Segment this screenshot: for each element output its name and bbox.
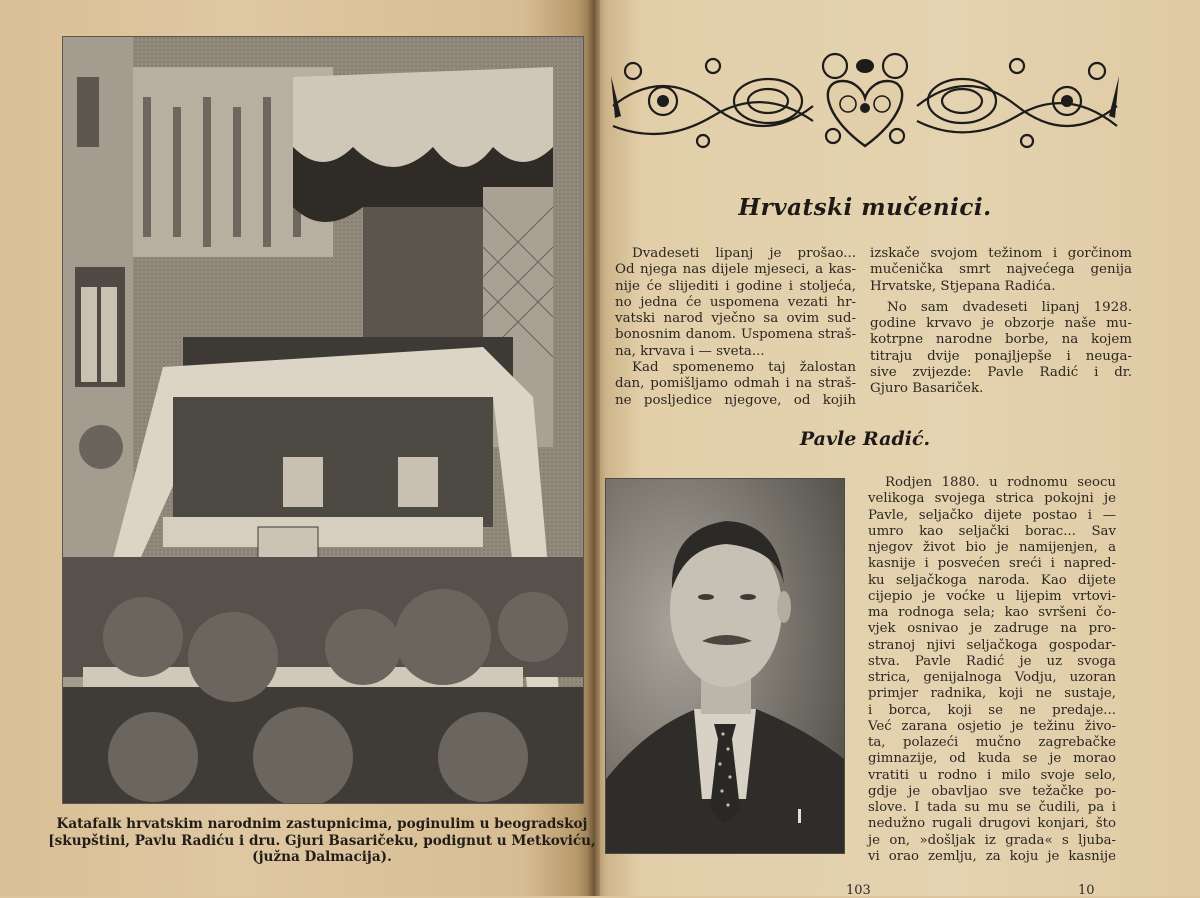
text-line: stva. Pavle Radić je uz svoga bbox=[868, 653, 1116, 669]
text-line: Pavle, seljačko dijete postao i — bbox=[868, 507, 1116, 523]
intro-column-left bbox=[615, 246, 856, 409]
text-line: ku seljačkoga naroda. Kao dijete bbox=[868, 572, 1116, 588]
text-line: mučenička smrt najvećega genija bbox=[870, 262, 1132, 278]
text-line: ta, polazeći mučno zagrebačke bbox=[868, 735, 1116, 750]
catafalque-photo-image bbox=[63, 37, 583, 803]
catafalque-photo bbox=[62, 36, 584, 804]
text-line: gimnazije, od kuda se je morao bbox=[868, 751, 1116, 767]
text-line: umro kao seljački borac... Sav bbox=[868, 523, 1116, 539]
text-line: titraju dvije ponajljepše i neuga- bbox=[870, 348, 1132, 364]
text-line: vi orao zemlju, za koju je kasnije bbox=[868, 848, 1116, 864]
text-line: ne posljedice njegove, od kojih bbox=[615, 392, 856, 408]
text-line: i borca, koji se ne predaje... bbox=[868, 702, 1116, 718]
text-line: nedužno rugali drugovi konjari, što bbox=[868, 816, 1116, 832]
floral-ornament-banner bbox=[603, 46, 1127, 152]
text-line: na, krvava i — sveta... bbox=[615, 343, 765, 359]
text-line: bonosnim danom. Uspomena straš- bbox=[615, 327, 856, 343]
text-line: vatski narod vječno sa ovim sud- bbox=[615, 311, 856, 327]
section-subtitle: Pavle Radić. bbox=[799, 428, 931, 450]
text-line: godine krvavo je obzorje naše mu- bbox=[870, 316, 1132, 332]
text-line: kasnije i posvećen sreći i napred- bbox=[868, 556, 1116, 572]
text-line: no jedna će uspomena vezati hr- bbox=[615, 294, 856, 310]
text-line: je on, »došljak iz grada« s ljuba- bbox=[868, 832, 1116, 848]
text-line: Već zarana osjetio je težinu živo- bbox=[868, 718, 1116, 734]
page-number-secondary: 10 bbox=[1078, 883, 1095, 898]
text-line: Dvadeseti lipanj je prošao... bbox=[632, 246, 856, 261]
photo-caption bbox=[44, 816, 600, 866]
caption-line: (južna Dalmacija). bbox=[252, 849, 392, 865]
text-line: sive zvijezde: Pavle Radić i dr. bbox=[870, 365, 1132, 381]
text-line: dan, pomišljamo odmah i na straš- bbox=[615, 376, 856, 392]
text-line: strica, genijalnoga Vodju, uzoran bbox=[868, 670, 1116, 685]
text-line: Rodjen 1880. u rodnomu seocu bbox=[885, 475, 1116, 490]
text-line: nije će slijediti i godine i stoljeća, bbox=[615, 278, 856, 294]
caption-line: [skupštini, Pavlu Radiću i dru. Gjuri Basaričeku, podignut u Metkoviću, bbox=[48, 832, 596, 849]
text-line: No sam dvadeseti lipanj 1928. bbox=[887, 299, 1132, 315]
text-line: primjer radnika, koji ne sustaje, bbox=[868, 686, 1116, 702]
text-line: slove. I tada su mu se čudili, pa i bbox=[868, 800, 1116, 815]
intro-column-right bbox=[870, 246, 1132, 398]
text-line: Gjuro Basariček. bbox=[870, 381, 984, 397]
text-line: gdje je obavljao sve težačke po- bbox=[868, 783, 1116, 799]
article-title: Hrvatski mučenici. bbox=[738, 194, 992, 221]
caption-line: Katafalk hrvatskim narodnim zastupnicima, poginulim u beogradskoj bbox=[56, 816, 588, 832]
portrait-photo bbox=[605, 478, 845, 854]
text-line: cijepio je voćke u lijepim vrtovi- bbox=[868, 588, 1116, 604]
book-spine bbox=[588, 0, 600, 896]
text-line: ma rodnoga sela; kao svršeni čo- bbox=[868, 605, 1116, 620]
text-line: stranoj njivi seljačkoga gospodar- bbox=[868, 637, 1116, 653]
text-line: velikoga svojega strica pokojni je bbox=[868, 491, 1116, 507]
text-line: njegov život bio je namijenjen, a bbox=[868, 540, 1116, 555]
portrait-photo-image bbox=[606, 479, 844, 853]
text-line: Hrvatske, Stjepana Radića. bbox=[870, 278, 1056, 294]
page-number: 103 bbox=[846, 883, 871, 898]
text-line: vjek osnivao je zadruge na pro- bbox=[868, 621, 1116, 637]
text-line: vratiti u rodno i milo svoje selo, bbox=[868, 767, 1116, 783]
text-line: kotrpne narodne borbe, na kojem bbox=[870, 332, 1132, 348]
floral-ornament-icon bbox=[603, 46, 1127, 152]
bio-column bbox=[868, 475, 1116, 865]
text-line: izskače svojom težinom i gorčinom bbox=[870, 246, 1132, 261]
text-line: Od njega nas dijele mjeseci, a kas- bbox=[615, 262, 856, 278]
text-line: Kad spomenemo taj žalostan bbox=[632, 360, 856, 376]
